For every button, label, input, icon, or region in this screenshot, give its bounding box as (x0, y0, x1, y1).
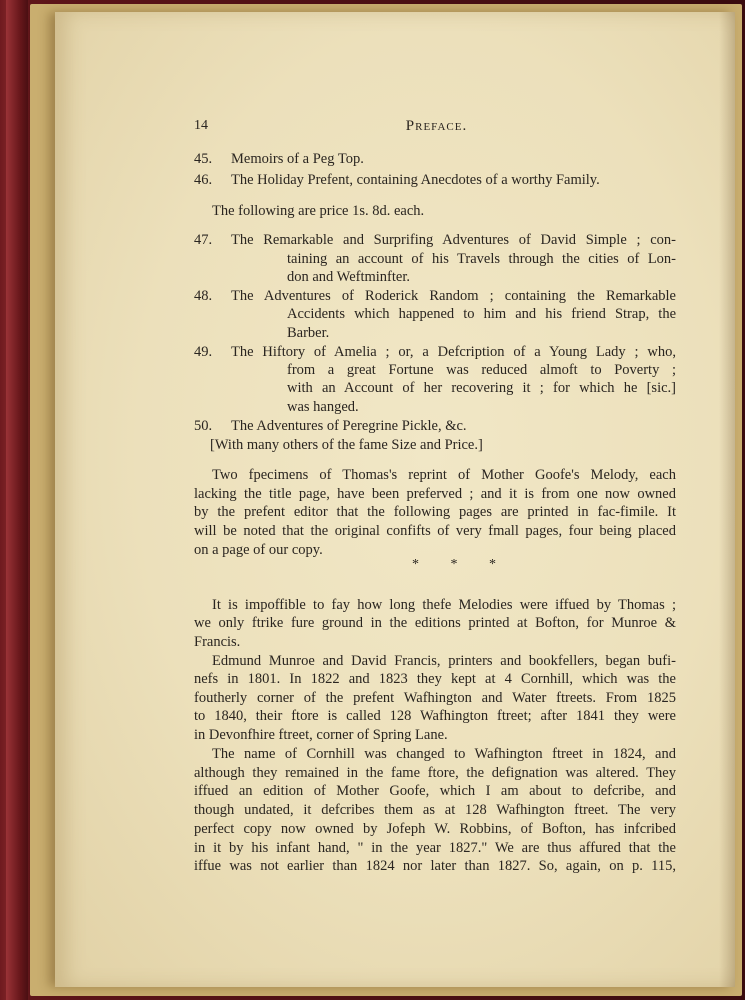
paragraph-line: iffued an edition of Mother Goofe, which I am about to defcribe, and (194, 783, 676, 799)
list-item-number: 49. (194, 344, 213, 360)
paragraph-line: Edmund Munroe and David Francis, printers and bookfellers, began bufi- (212, 653, 676, 669)
page-header (194, 118, 679, 138)
paragraph-line: foutherly corner of the prefent Wafhington and Water ftreets. From 1825 (194, 690, 676, 706)
bracket-note: [With many others of the fame Size and Price.] (210, 437, 483, 453)
list-item-number: 50. (194, 418, 213, 434)
paragraph-line: perfect copy now owned by Jofeph W. Robbins, of Bofton, has infcribed (194, 821, 676, 837)
list-item-continuation: Accidents which happened to him and his friend Strap, the (287, 306, 676, 322)
list-item: The Holiday Prefent, containing Anecdotes of a worthy Family. (231, 172, 600, 188)
paragraph-line: by the prefent editor that the following pages are printed in fac-fimile. It (194, 504, 676, 520)
paragraph-line: on a page of our copy. (194, 542, 323, 558)
paragraph-line: Two fpecimens of Thomas's reprint of Mother Goofe's Melody, each (212, 467, 676, 483)
list-item-continuation: from a great Fortune was reduced almoft to Poverty ; (287, 362, 676, 378)
paragraph-line: Francis. (194, 634, 241, 650)
paragraph-line: to 1840, their ftore is called 128 Wafhington ftreet; after 1841 they were (194, 708, 676, 724)
page-title: Preface. (405, 118, 468, 134)
list-item-continuation: taining an account of his Travels through the cities of Lon- (287, 251, 676, 267)
paragraph-line: nefs in 1801. In 1822 and 1823 they kept at 4 Cornhill, which was the (194, 671, 676, 687)
paragraph-line: though undated, it defcribes them as at 128 Wafhington ftreet. The very (194, 802, 676, 818)
list-item-number: 46. (194, 172, 213, 188)
list-item-continuation: with an Account of her recovering it ; for which he [sic.] (287, 380, 676, 396)
list-item: The Hiftory of Amelia ; or, a Defcription of a Young Lady ; who, (231, 344, 676, 360)
list-item: The Remarkable and Surprifing Adventures of David Simple ; con- (231, 232, 676, 248)
list-item: The Adventures of Roderick Random ; containing the Remarkable (231, 288, 676, 304)
paragraph-line: although they remained in the fame ftore, the defignation was altered. They (194, 765, 676, 781)
paragraph-line: in it by his infant hand, " in the year 1827." We are thus affured that the (194, 840, 676, 856)
paragraph-line: iffue was not earlier than 1824 nor later than 1827. So, again, on p. 115, (194, 858, 676, 874)
section-break-asterisks: * * * (412, 557, 510, 572)
list-item-continuation: was hanged. (287, 399, 359, 415)
paragraph-line: will be noted that the original confifts of very fmall pages, four being placed (194, 523, 676, 539)
list-item-number: 45. (194, 151, 213, 167)
page-number: 14 (194, 118, 208, 133)
list-item-number: 47. (194, 232, 213, 248)
paragraph-line: The name of Cornhill was changed to Wafhington ftreet in 1824, and (212, 746, 676, 762)
paragraph-line: It is impoffible to fay how long thefe Melodies were iffued by Thomas ; (212, 597, 676, 613)
price-note: The following are price 1s. 8d. each. (212, 203, 425, 219)
paragraph-line: in Devonfhire ftreet, corner of Spring Lane. (194, 727, 448, 743)
list-item-number: 48. (194, 288, 213, 304)
book-spine (6, 0, 28, 1000)
paragraph-line: lacking the title page, have been preferved ; and it is from one now owned (194, 486, 676, 502)
list-item: Memoirs of a Peg Top. (231, 151, 364, 167)
list-item-continuation: don and Weftminfter. (287, 269, 410, 285)
paragraph-line: we only ftrike fure ground in the editions printed at Bofton, for Munroe & (194, 615, 676, 631)
list-item-continuation: Barber. (287, 325, 330, 341)
list-item: The Adventures of Peregrine Pickle, &c. (231, 418, 467, 434)
